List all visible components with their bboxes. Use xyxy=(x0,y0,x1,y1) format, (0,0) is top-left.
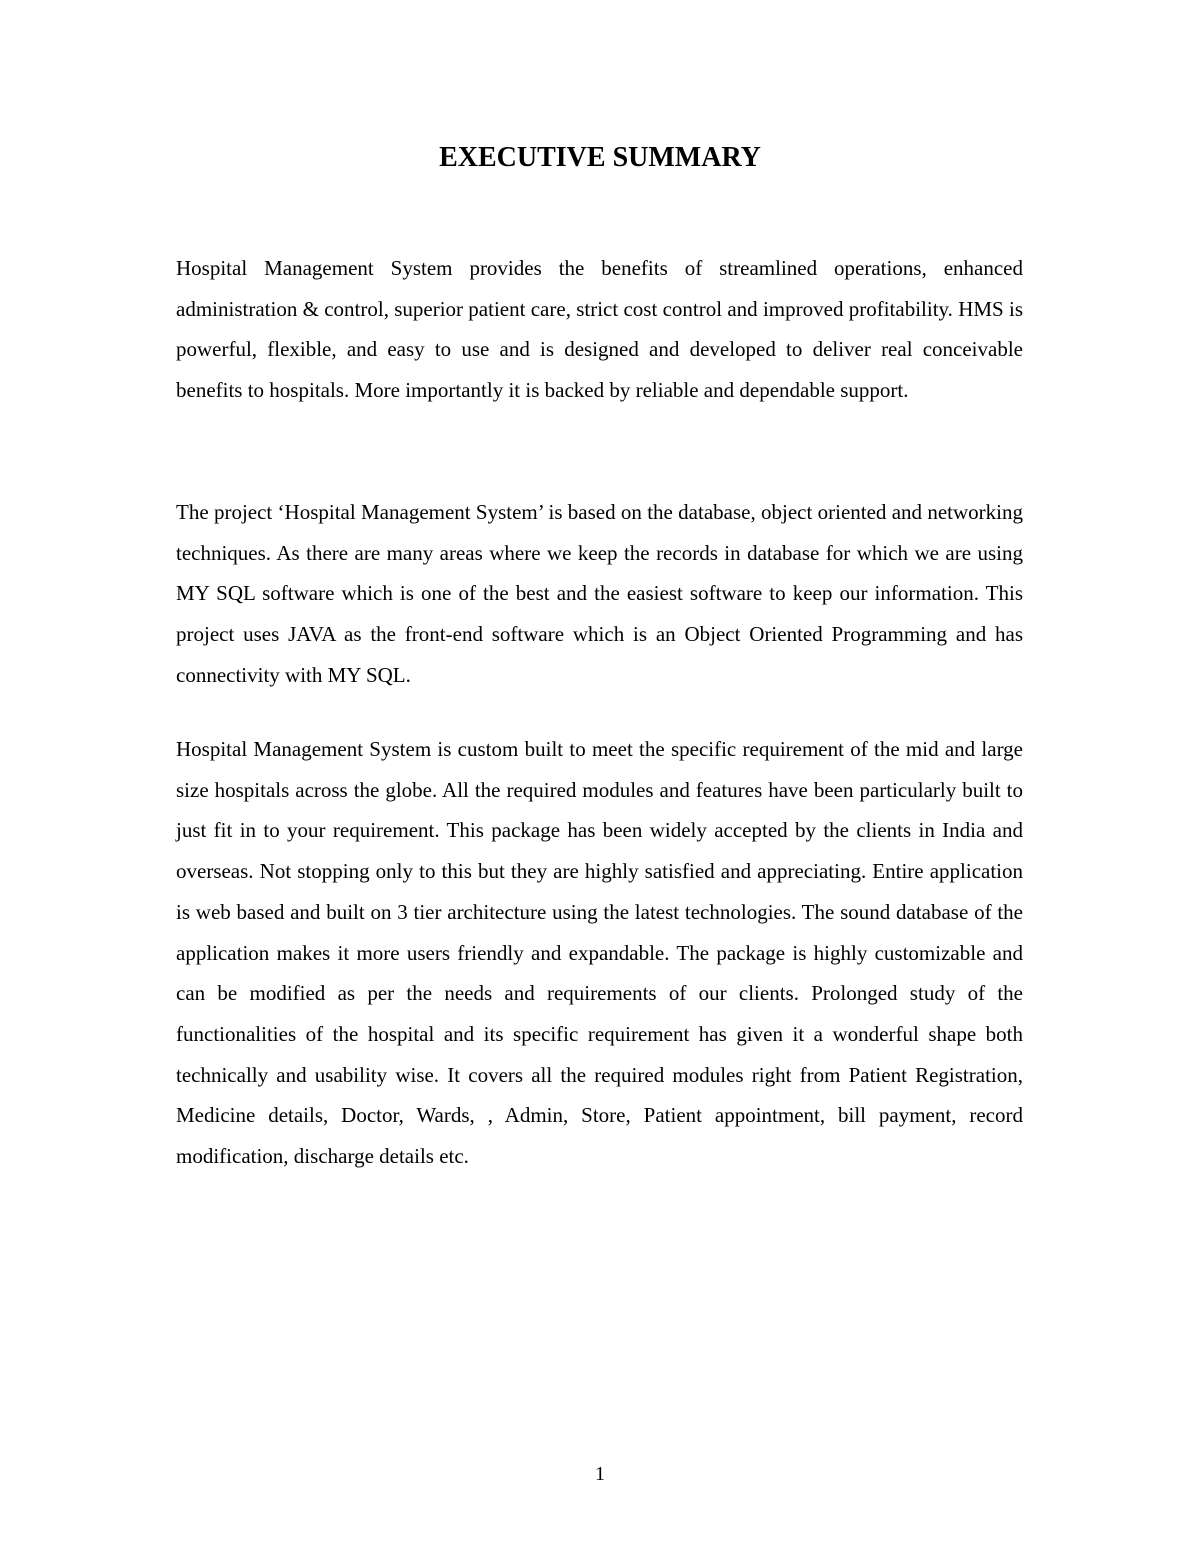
paragraph-features: Hospital Management System is custom built to meet the specific requirement of the mid and large size hospitals across the globe. All the required modules and features have been particularly built to just fit in to your requirement. This package has been widely accepted by the clients in India and overseas. Not stopping only to this but they are highly satisfied and appreciating. Entire application is web based and built on 3 tier architecture using the latest technologies. The sound database of the application makes it more users friendly and expandable. The package is highly customizable and can be modified as per the needs and requirements of our clients. Prolonged study of the functionalities of the hospital and its specific requirement has given it a wonderful shape both technically and usability wise. It covers all the required modules right from Patient Registration, Medicine details, Doctor, Wards, , Admin, Store, Patient appointment, bill payment, record modification, discharge details etc. xyxy=(176,737,1023,1169)
paragraph-project-technology: The project ‘Hospital Management System’ is based on the database, object oriented and networking techniques. As there are many areas where we keep the records in database for which we are using MY SQL software which is one of the best and the easiest software to keep our information. This project uses JAVA as the front-end software which is an Object Oriented Programming and has connectivity with MY SQL. xyxy=(176,500,1023,687)
page-number: 1 xyxy=(595,1463,605,1485)
paragraph-overview: Hospital Management System provides the benefits of streamlined operations, enhanced administration & control, superior patient care, strict cost control and improved profitability. HMS is powerful, flexible, and easy to use and is designed and developed to deliver real conceivable benefits to hospitals. More importantly it is backed by reliable and dependable support. xyxy=(176,256,1023,403)
page-title: EXECUTIVE SUMMARY xyxy=(439,142,761,173)
